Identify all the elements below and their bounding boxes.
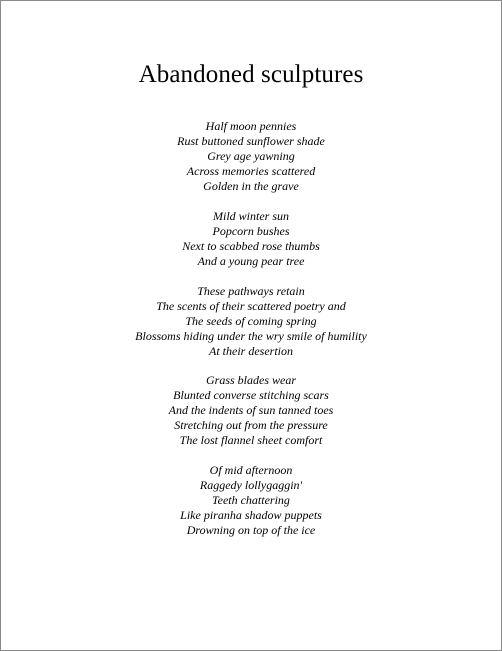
poem-line: The seeds of coming spring	[185, 313, 317, 328]
poem-line: Blunted converse stitching scars	[173, 388, 329, 403]
poem-body	[1, 119, 501, 553]
poem-line: Like piranha shadow puppets	[180, 508, 322, 523]
stanza-3	[1, 284, 501, 359]
poem-line: Stretching out from the pressure	[174, 418, 328, 433]
poem-line: Grass blades wear	[205, 373, 296, 388]
poem-line: Across memories scattered	[186, 164, 316, 178]
poem-line: Popcorn bushes	[212, 223, 290, 238]
poem-line: The lost flannel sheet comfort	[179, 433, 323, 448]
poem-line: At their desertion	[209, 343, 293, 358]
poem-line: Of mid afternoon	[209, 463, 293, 478]
poem-line: Half moon pennies	[205, 119, 297, 133]
stanza-4	[1, 373, 501, 448]
poem-line: Grey age yawning	[207, 149, 295, 163]
poem-line: Next to scabbed rose thumbs	[182, 238, 320, 253]
poem-title: Abandoned sculptures	[138, 61, 364, 88]
poem-line: Mild winter sun	[212, 208, 289, 223]
stanza-2	[1, 209, 501, 269]
poem-line: Teeth chattering	[212, 493, 290, 508]
poem-line: Raggedy lollygaggin'	[199, 478, 303, 493]
poem-line: Rust buttoned sunflower shade	[177, 134, 325, 148]
poem-line: Drowning on top of the ice	[186, 523, 316, 538]
poem-line: These pathways retain	[197, 283, 305, 298]
stanza-5	[1, 463, 501, 538]
poem-line: And the indents of sun tanned toes	[168, 403, 334, 418]
poem-line: And a young pear tree	[197, 253, 305, 268]
poem-line: Blossoms hiding under the wry smile of humility	[135, 328, 367, 343]
stanza-1	[1, 119, 501, 194]
poem-line: Golden in the grave	[203, 179, 299, 193]
poem-line: The scents of their scattered poetry and	[156, 298, 346, 313]
